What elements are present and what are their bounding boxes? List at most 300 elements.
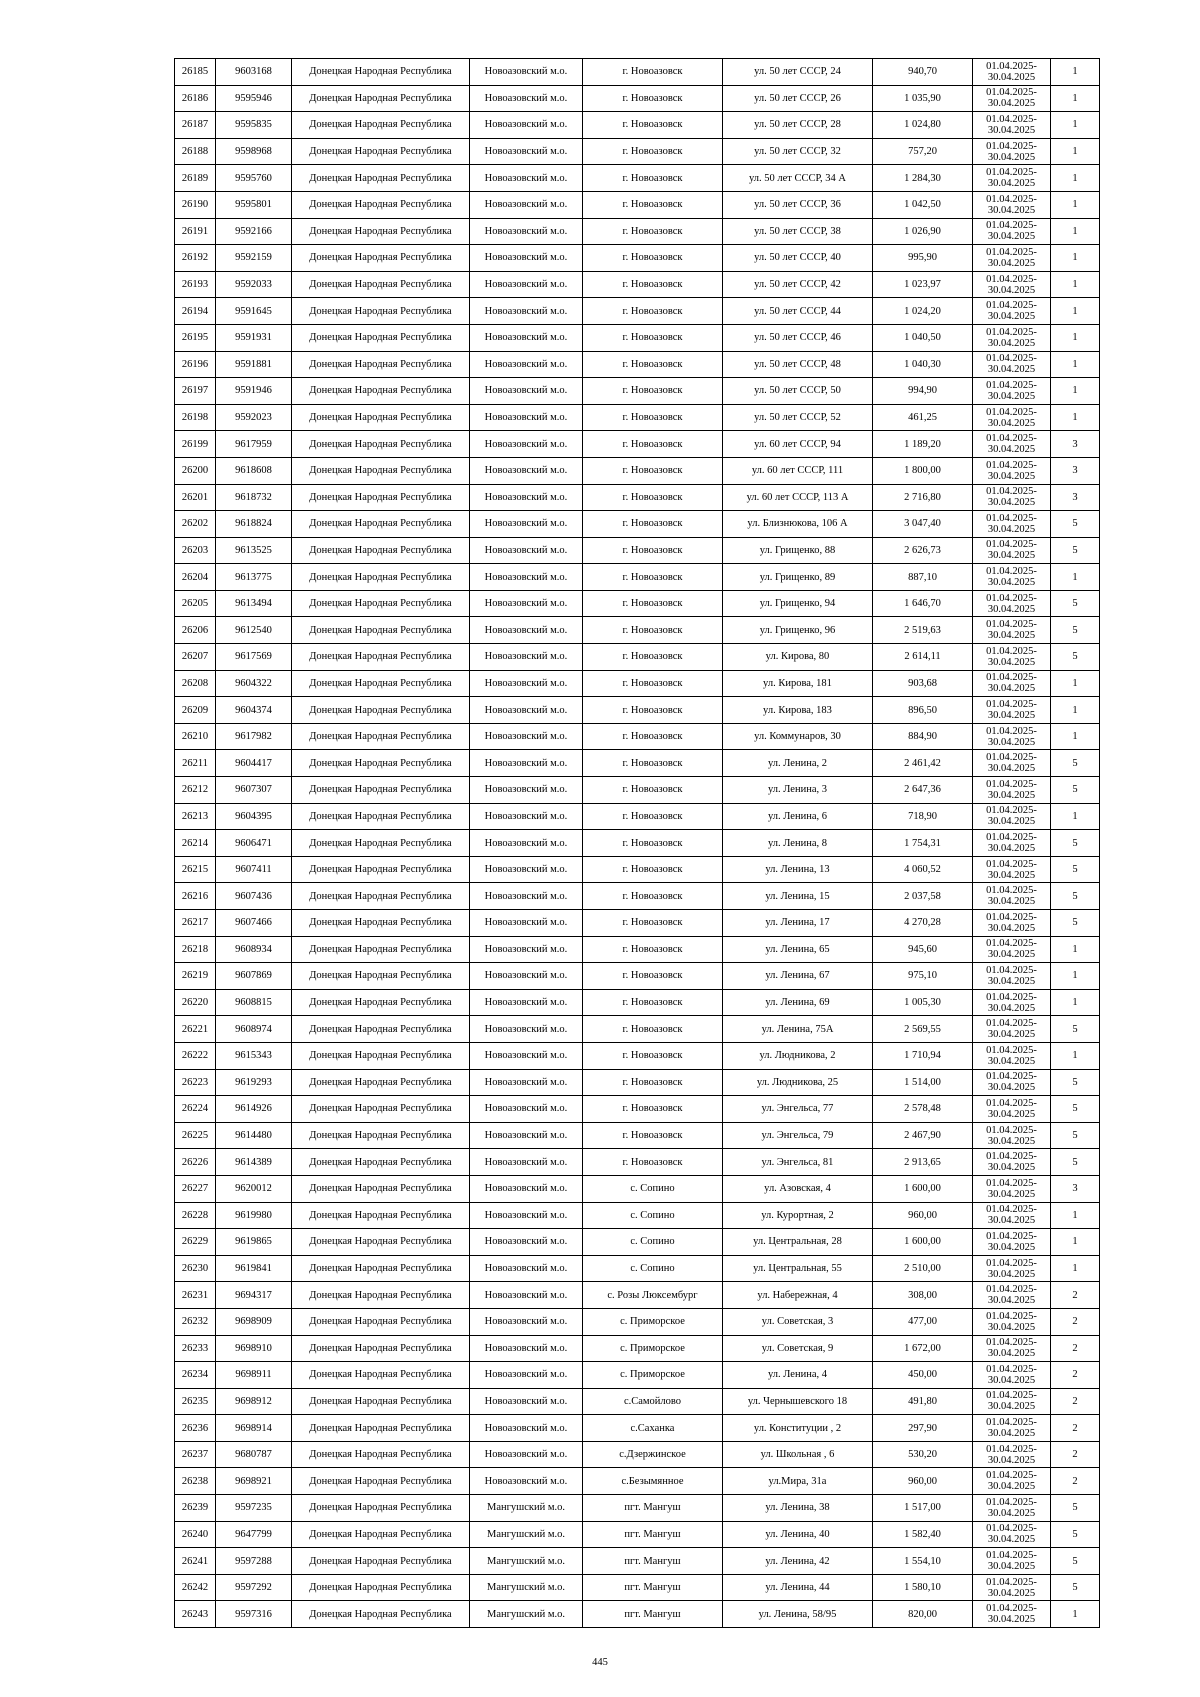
- period-range-cell: 01.04.2025- 30.04.2025: [973, 218, 1051, 245]
- area-value-cell: 1 600,00: [873, 1229, 973, 1256]
- period-range-cell: 01.04.2025- 30.04.2025: [973, 1548, 1051, 1575]
- cadastral-id-cell: 9608974: [216, 1016, 292, 1043]
- settlement-name-cell: г. Новоазовск: [583, 165, 723, 192]
- street-address-cell: ул. 50 лет СССР, 34 А: [723, 165, 873, 192]
- region-name-cell: Донецкая Народная Республика: [292, 218, 470, 245]
- settlement-name-cell: г. Новоазовск: [583, 298, 723, 325]
- settlement-name-cell: г. Новоазовск: [583, 404, 723, 431]
- area-value-cell: 960,00: [873, 1468, 973, 1495]
- table-row: [175, 1415, 1100, 1442]
- row-number-cell: 26185: [175, 59, 216, 86]
- settlement-name-cell: г. Новоазовск: [583, 883, 723, 910]
- table-row: [175, 670, 1100, 697]
- count-value-cell: 2: [1051, 1468, 1100, 1495]
- street-address-cell: ул. Азовская, 4: [723, 1175, 873, 1202]
- row-number-cell: 26200: [175, 457, 216, 484]
- period-range-cell: 01.04.2025- 30.04.2025: [973, 484, 1051, 511]
- municipality-name-cell: Новоазовский м.о.: [470, 803, 583, 830]
- municipality-name-cell: Мангушский м.о.: [470, 1521, 583, 1548]
- table-row: [175, 1548, 1100, 1575]
- cadastral-id-cell: 9592159: [216, 245, 292, 272]
- period-range-cell: 01.04.2025- 30.04.2025: [973, 910, 1051, 937]
- count-value-cell: 5: [1051, 1122, 1100, 1149]
- row-number-cell: 26204: [175, 564, 216, 591]
- area-value-cell: 1 646,70: [873, 590, 973, 617]
- table-body: [175, 59, 1100, 1628]
- settlement-name-cell: г. Новоазовск: [583, 1149, 723, 1176]
- count-value-cell: 2: [1051, 1388, 1100, 1415]
- region-name-cell: Донецкая Народная Республика: [292, 750, 470, 777]
- area-value-cell: 1 035,90: [873, 85, 973, 112]
- street-address-cell: ул. 60 лет СССР, 111: [723, 457, 873, 484]
- cadastral-id-cell: 9680787: [216, 1441, 292, 1468]
- region-name-cell: Донецкая Народная Республика: [292, 590, 470, 617]
- cadastral-id-cell: 9617959: [216, 431, 292, 458]
- settlement-name-cell: г. Новоазовск: [583, 1042, 723, 1069]
- row-number-cell: 26210: [175, 723, 216, 750]
- settlement-name-cell: г. Новоазовск: [583, 138, 723, 165]
- row-number-cell: 26192: [175, 245, 216, 272]
- street-address-cell: ул. Ленина, 44: [723, 1574, 873, 1601]
- cadastral-id-cell: 9618732: [216, 484, 292, 511]
- cadastral-id-cell: 9614926: [216, 1096, 292, 1123]
- table-row: [175, 617, 1100, 644]
- region-name-cell: Донецкая Народная Республика: [292, 1308, 470, 1335]
- period-range-cell: 01.04.2025- 30.04.2025: [973, 431, 1051, 458]
- street-address-cell: ул. Ленина, 6: [723, 803, 873, 830]
- cadastral-id-cell: 9613525: [216, 537, 292, 564]
- period-range-cell: 01.04.2025- 30.04.2025: [973, 564, 1051, 591]
- period-range-cell: 01.04.2025- 30.04.2025: [973, 378, 1051, 405]
- settlement-name-cell: с.Безымянное: [583, 1468, 723, 1495]
- count-value-cell: 5: [1051, 1574, 1100, 1601]
- cadastral-id-cell: 9595946: [216, 85, 292, 112]
- municipality-name-cell: Новоазовский м.о.: [470, 138, 583, 165]
- area-value-cell: 450,00: [873, 1362, 973, 1389]
- cadastral-id-cell: 9617982: [216, 723, 292, 750]
- region-name-cell: Донецкая Народная Республика: [292, 431, 470, 458]
- region-name-cell: Донецкая Народная Республика: [292, 697, 470, 724]
- region-name-cell: Донецкая Народная Республика: [292, 59, 470, 86]
- cadastral-id-cell: 9618824: [216, 511, 292, 538]
- table-row: [175, 431, 1100, 458]
- street-address-cell: ул. Центральная, 28: [723, 1229, 873, 1256]
- page-number: 445: [592, 1657, 608, 1668]
- table-row: [175, 1069, 1100, 1096]
- row-number-cell: 26193: [175, 271, 216, 298]
- cadastral-id-cell: 9595835: [216, 112, 292, 139]
- cadastral-id-cell: 9620012: [216, 1175, 292, 1202]
- table-row: [175, 404, 1100, 431]
- row-number-cell: 26232: [175, 1308, 216, 1335]
- street-address-cell: ул. Советская, 9: [723, 1335, 873, 1362]
- table-row: [175, 910, 1100, 937]
- table-row: [175, 777, 1100, 804]
- period-range-cell: 01.04.2025- 30.04.2025: [973, 883, 1051, 910]
- region-name-cell: Донецкая Народная Республика: [292, 138, 470, 165]
- area-value-cell: 2 510,00: [873, 1255, 973, 1282]
- table-row: [175, 378, 1100, 405]
- street-address-cell: ул. Кирова, 80: [723, 644, 873, 671]
- row-number-cell: 26239: [175, 1495, 216, 1522]
- period-range-cell: 01.04.2025- 30.04.2025: [973, 404, 1051, 431]
- table-row: [175, 590, 1100, 617]
- count-value-cell: 1: [1051, 165, 1100, 192]
- table-row: [175, 883, 1100, 910]
- street-address-cell: ул. 50 лет СССР, 40: [723, 245, 873, 272]
- table-row: [175, 1042, 1100, 1069]
- table-row: [175, 1308, 1100, 1335]
- street-address-cell: ул. Центральная, 55: [723, 1255, 873, 1282]
- street-address-cell: ул. Курортная, 2: [723, 1202, 873, 1229]
- street-address-cell: ул. Грищенко, 96: [723, 617, 873, 644]
- street-address-cell: ул. Ленина, 8: [723, 830, 873, 857]
- settlement-name-cell: г. Новоазовск: [583, 830, 723, 857]
- street-address-cell: ул. Ленина, 40: [723, 1521, 873, 1548]
- period-range-cell: 01.04.2025- 30.04.2025: [973, 1601, 1051, 1628]
- settlement-name-cell: с. Приморское: [583, 1335, 723, 1362]
- region-name-cell: Донецкая Народная Республика: [292, 378, 470, 405]
- period-range-cell: 01.04.2025- 30.04.2025: [973, 1495, 1051, 1522]
- table-row: [175, 697, 1100, 724]
- street-address-cell: ул. Людникова, 25: [723, 1069, 873, 1096]
- count-value-cell: 1: [1051, 138, 1100, 165]
- period-range-cell: 01.04.2025- 30.04.2025: [973, 457, 1051, 484]
- period-range-cell: 01.04.2025- 30.04.2025: [973, 1096, 1051, 1123]
- count-value-cell: 2: [1051, 1282, 1100, 1309]
- area-value-cell: 903,68: [873, 670, 973, 697]
- count-value-cell: 5: [1051, 1016, 1100, 1043]
- area-value-cell: 1 024,80: [873, 112, 973, 139]
- municipality-name-cell: Новоазовский м.о.: [470, 1415, 583, 1442]
- area-value-cell: 2 467,90: [873, 1122, 973, 1149]
- municipality-name-cell: Новоазовский м.о.: [470, 298, 583, 325]
- cadastral-id-cell: 9597288: [216, 1548, 292, 1575]
- row-number-cell: 26213: [175, 803, 216, 830]
- street-address-cell: ул. 50 лет СССР, 28: [723, 112, 873, 139]
- settlement-name-cell: пгт. Мангуш: [583, 1574, 723, 1601]
- table-row: [175, 1574, 1100, 1601]
- count-value-cell: 1: [1051, 59, 1100, 86]
- settlement-name-cell: г. Новоазовск: [583, 963, 723, 990]
- cadastral-id-cell: 9598968: [216, 138, 292, 165]
- count-value-cell: 3: [1051, 484, 1100, 511]
- count-value-cell: 1: [1051, 85, 1100, 112]
- area-value-cell: 1 582,40: [873, 1521, 973, 1548]
- table-row: [175, 1388, 1100, 1415]
- cadastral-id-cell: 9698909: [216, 1308, 292, 1335]
- street-address-cell: ул. 50 лет СССР, 36: [723, 191, 873, 218]
- region-name-cell: Донецкая Народная Республика: [292, 537, 470, 564]
- street-address-cell: ул. Энгельса, 79: [723, 1122, 873, 1149]
- count-value-cell: 1: [1051, 351, 1100, 378]
- area-value-cell: 718,90: [873, 803, 973, 830]
- municipality-name-cell: Новоазовский м.о.: [470, 85, 583, 112]
- region-name-cell: Донецкая Народная Республика: [292, 644, 470, 671]
- table-row: [175, 803, 1100, 830]
- region-name-cell: Донецкая Народная Республика: [292, 1388, 470, 1415]
- settlement-name-cell: г. Новоазовск: [583, 803, 723, 830]
- count-value-cell: 1: [1051, 404, 1100, 431]
- area-value-cell: 2 037,58: [873, 883, 973, 910]
- street-address-cell: ул. Ленина, 2: [723, 750, 873, 777]
- municipality-name-cell: Новоазовский м.о.: [470, 697, 583, 724]
- row-number-cell: 26230: [175, 1255, 216, 1282]
- area-value-cell: 2 716,80: [873, 484, 973, 511]
- period-range-cell: 01.04.2025- 30.04.2025: [973, 138, 1051, 165]
- period-range-cell: 01.04.2025- 30.04.2025: [973, 830, 1051, 857]
- period-range-cell: 01.04.2025- 30.04.2025: [973, 750, 1051, 777]
- period-range-cell: 01.04.2025- 30.04.2025: [973, 963, 1051, 990]
- municipality-name-cell: Мангушский м.о.: [470, 1601, 583, 1628]
- count-value-cell: 1: [1051, 936, 1100, 963]
- region-name-cell: Донецкая Народная Республика: [292, 1548, 470, 1575]
- settlement-name-cell: с. Сопино: [583, 1255, 723, 1282]
- settlement-name-cell: г. Новоазовск: [583, 670, 723, 697]
- period-range-cell: 01.04.2025- 30.04.2025: [973, 1202, 1051, 1229]
- period-range-cell: 01.04.2025- 30.04.2025: [973, 59, 1051, 86]
- period-range-cell: 01.04.2025- 30.04.2025: [973, 1069, 1051, 1096]
- area-value-cell: 461,25: [873, 404, 973, 431]
- municipality-name-cell: Новоазовский м.о.: [470, 936, 583, 963]
- row-number-cell: 26189: [175, 165, 216, 192]
- row-number-cell: 26223: [175, 1069, 216, 1096]
- settlement-name-cell: г. Новоазовск: [583, 697, 723, 724]
- count-value-cell: 1: [1051, 298, 1100, 325]
- cadastral-id-cell: 9606471: [216, 830, 292, 857]
- municipality-name-cell: Новоазовский м.о.: [470, 457, 583, 484]
- region-name-cell: Донецкая Народная Республика: [292, 1122, 470, 1149]
- street-address-cell: ул. Ленина, 67: [723, 963, 873, 990]
- row-number-cell: 26226: [175, 1149, 216, 1176]
- table-row: [175, 1521, 1100, 1548]
- table-row: [175, 1202, 1100, 1229]
- municipality-name-cell: Новоазовский м.о.: [470, 1441, 583, 1468]
- settlement-name-cell: г. Новоазовск: [583, 484, 723, 511]
- table-row: [175, 1441, 1100, 1468]
- region-name-cell: Донецкая Народная Республика: [292, 85, 470, 112]
- row-number-cell: 26234: [175, 1362, 216, 1389]
- table-row: [175, 750, 1100, 777]
- table-row: [175, 271, 1100, 298]
- region-name-cell: Донецкая Народная Республика: [292, 1468, 470, 1495]
- period-range-cell: 01.04.2025- 30.04.2025: [973, 85, 1051, 112]
- municipality-name-cell: Новоазовский м.о.: [470, 271, 583, 298]
- table-row: [175, 1282, 1100, 1309]
- region-name-cell: Донецкая Народная Республика: [292, 617, 470, 644]
- area-value-cell: 757,20: [873, 138, 973, 165]
- region-name-cell: Донецкая Народная Республика: [292, 484, 470, 511]
- row-number-cell: 26240: [175, 1521, 216, 1548]
- cadastral-id-cell: 9597292: [216, 1574, 292, 1601]
- table-row: [175, 351, 1100, 378]
- row-number-cell: 26236: [175, 1415, 216, 1442]
- street-address-cell: ул. Энгельса, 77: [723, 1096, 873, 1123]
- settlement-name-cell: с. Приморское: [583, 1308, 723, 1335]
- settlement-name-cell: г. Новоазовск: [583, 910, 723, 937]
- region-name-cell: Донецкая Народная Республика: [292, 830, 470, 857]
- period-range-cell: 01.04.2025- 30.04.2025: [973, 1229, 1051, 1256]
- period-range-cell: 01.04.2025- 30.04.2025: [973, 1016, 1051, 1043]
- area-value-cell: 1 026,90: [873, 218, 973, 245]
- cadastral-id-cell: 9698914: [216, 1415, 292, 1442]
- period-range-cell: 01.04.2025- 30.04.2025: [973, 1308, 1051, 1335]
- table-row: [175, 1016, 1100, 1043]
- table-row: [175, 1149, 1100, 1176]
- row-number-cell: 26238: [175, 1468, 216, 1495]
- street-address-cell: ул. 50 лет СССР, 48: [723, 351, 873, 378]
- area-value-cell: 4 060,52: [873, 856, 973, 883]
- cadastral-id-cell: 9597235: [216, 1495, 292, 1522]
- settlement-name-cell: г. Новоазовск: [583, 378, 723, 405]
- region-name-cell: Донецкая Народная Республика: [292, 1042, 470, 1069]
- street-address-cell: ул.Мира, 31а: [723, 1468, 873, 1495]
- cadastral-id-cell: 9604322: [216, 670, 292, 697]
- municipality-name-cell: Новоазовский м.о.: [470, 112, 583, 139]
- row-number-cell: 26206: [175, 617, 216, 644]
- settlement-name-cell: г. Новоазовск: [583, 431, 723, 458]
- table-row: [175, 989, 1100, 1016]
- region-name-cell: Донецкая Народная Республика: [292, 564, 470, 591]
- municipality-name-cell: Новоазовский м.о.: [470, 1122, 583, 1149]
- municipality-name-cell: Новоазовский м.о.: [470, 191, 583, 218]
- area-value-cell: 1 554,10: [873, 1548, 973, 1575]
- region-name-cell: Донецкая Народная Республика: [292, 1441, 470, 1468]
- table-row: [175, 165, 1100, 192]
- area-value-cell: 2 461,42: [873, 750, 973, 777]
- area-value-cell: 297,90: [873, 1415, 973, 1442]
- row-number-cell: 26215: [175, 856, 216, 883]
- region-name-cell: Донецкая Народная Республика: [292, 936, 470, 963]
- street-address-cell: ул. 50 лет СССР, 26: [723, 85, 873, 112]
- period-range-cell: 01.04.2025- 30.04.2025: [973, 324, 1051, 351]
- row-number-cell: 26197: [175, 378, 216, 405]
- row-number-cell: 26231: [175, 1282, 216, 1309]
- cadastral-id-cell: 9647799: [216, 1521, 292, 1548]
- municipality-name-cell: Мангушский м.о.: [470, 1574, 583, 1601]
- cadastral-id-cell: 9619841: [216, 1255, 292, 1282]
- municipality-name-cell: Новоазовский м.о.: [470, 830, 583, 857]
- period-range-cell: 01.04.2025- 30.04.2025: [973, 590, 1051, 617]
- area-value-cell: 1 600,00: [873, 1175, 973, 1202]
- table-row: [175, 723, 1100, 750]
- street-address-cell: ул. Ленина, 4: [723, 1362, 873, 1389]
- municipality-name-cell: Новоазовский м.о.: [470, 1282, 583, 1309]
- row-number-cell: 26241: [175, 1548, 216, 1575]
- period-range-cell: 01.04.2025- 30.04.2025: [973, 245, 1051, 272]
- count-value-cell: 1: [1051, 112, 1100, 139]
- row-number-cell: 26195: [175, 324, 216, 351]
- street-address-cell: ул. 50 лет СССР, 50: [723, 378, 873, 405]
- row-number-cell: 26220: [175, 989, 216, 1016]
- count-value-cell: 5: [1051, 1096, 1100, 1123]
- period-range-cell: 01.04.2025- 30.04.2025: [973, 777, 1051, 804]
- settlement-name-cell: с. Сопино: [583, 1229, 723, 1256]
- count-value-cell: 1: [1051, 191, 1100, 218]
- settlement-name-cell: г. Новоазовск: [583, 750, 723, 777]
- count-value-cell: 5: [1051, 1069, 1100, 1096]
- area-value-cell: 1 042,50: [873, 191, 973, 218]
- region-name-cell: Донецкая Народная Республика: [292, 910, 470, 937]
- street-address-cell: ул. Энгельса, 81: [723, 1149, 873, 1176]
- count-value-cell: 1: [1051, 1601, 1100, 1628]
- table-row: [175, 245, 1100, 272]
- street-address-cell: ул. 50 лет СССР, 52: [723, 404, 873, 431]
- count-value-cell: 5: [1051, 910, 1100, 937]
- municipality-name-cell: Новоазовский м.о.: [470, 484, 583, 511]
- area-value-cell: 995,90: [873, 245, 973, 272]
- count-value-cell: 5: [1051, 830, 1100, 857]
- settlement-name-cell: с.Дзержинское: [583, 1441, 723, 1468]
- count-value-cell: 3: [1051, 431, 1100, 458]
- table-row: [175, 191, 1100, 218]
- region-name-cell: Донецкая Народная Республика: [292, 1415, 470, 1442]
- settlement-name-cell: г. Новоазовск: [583, 511, 723, 538]
- cadastral-id-cell: 9613494: [216, 590, 292, 617]
- region-name-cell: Донецкая Народная Республика: [292, 883, 470, 910]
- count-value-cell: 1: [1051, 697, 1100, 724]
- settlement-name-cell: пгт. Мангуш: [583, 1521, 723, 1548]
- area-value-cell: 887,10: [873, 564, 973, 591]
- count-value-cell: 5: [1051, 750, 1100, 777]
- count-value-cell: 1: [1051, 324, 1100, 351]
- count-value-cell: 1: [1051, 1042, 1100, 1069]
- period-range-cell: 01.04.2025- 30.04.2025: [973, 1335, 1051, 1362]
- area-value-cell: 1 189,20: [873, 431, 973, 458]
- area-value-cell: 1 517,00: [873, 1495, 973, 1522]
- municipality-name-cell: Новоазовский м.о.: [470, 431, 583, 458]
- street-address-cell: ул. Школьная , 6: [723, 1441, 873, 1468]
- cadastral-id-cell: 9591931: [216, 324, 292, 351]
- cadastral-id-cell: 9591946: [216, 378, 292, 405]
- cadastral-id-cell: 9592166: [216, 218, 292, 245]
- table-row: [175, 457, 1100, 484]
- cadastral-id-cell: 9603168: [216, 59, 292, 86]
- street-address-cell: ул. 50 лет СССР, 42: [723, 271, 873, 298]
- table-row: [175, 112, 1100, 139]
- cadastral-id-cell: 9619865: [216, 1229, 292, 1256]
- street-address-cell: ул. Ленина, 17: [723, 910, 873, 937]
- region-name-cell: Донецкая Народная Республика: [292, 1495, 470, 1522]
- street-address-cell: ул. Ленина, 69: [723, 989, 873, 1016]
- row-number-cell: 26218: [175, 936, 216, 963]
- area-value-cell: 4 270,28: [873, 910, 973, 937]
- street-address-cell: ул. 50 лет СССР, 46: [723, 324, 873, 351]
- row-number-cell: 26201: [175, 484, 216, 511]
- count-value-cell: 5: [1051, 617, 1100, 644]
- count-value-cell: 2: [1051, 1441, 1100, 1468]
- settlement-name-cell: г. Новоазовск: [583, 85, 723, 112]
- settlement-name-cell: с. Сопино: [583, 1175, 723, 1202]
- region-name-cell: Донецкая Народная Республика: [292, 1601, 470, 1628]
- street-address-cell: ул. Чернышевского 18: [723, 1388, 873, 1415]
- street-address-cell: ул. Ленина, 75А: [723, 1016, 873, 1043]
- cadastral-id-cell: 9698912: [216, 1388, 292, 1415]
- area-value-cell: 1 284,30: [873, 165, 973, 192]
- area-value-cell: 1 580,10: [873, 1574, 973, 1601]
- street-address-cell: ул. Близнюкова, 106 А: [723, 511, 873, 538]
- region-name-cell: Донецкая Народная Республика: [292, 245, 470, 272]
- count-value-cell: 1: [1051, 378, 1100, 405]
- settlement-name-cell: г. Новоазовск: [583, 856, 723, 883]
- region-name-cell: Донецкая Народная Республика: [292, 1175, 470, 1202]
- cadastral-id-cell: 9592033: [216, 271, 292, 298]
- settlement-name-cell: г. Новоазовск: [583, 218, 723, 245]
- street-address-cell: ул. 50 лет СССР, 44: [723, 298, 873, 325]
- municipality-name-cell: Новоазовский м.о.: [470, 218, 583, 245]
- municipality-name-cell: Новоазовский м.о.: [470, 963, 583, 990]
- municipality-name-cell: Новоазовский м.о.: [470, 1362, 583, 1389]
